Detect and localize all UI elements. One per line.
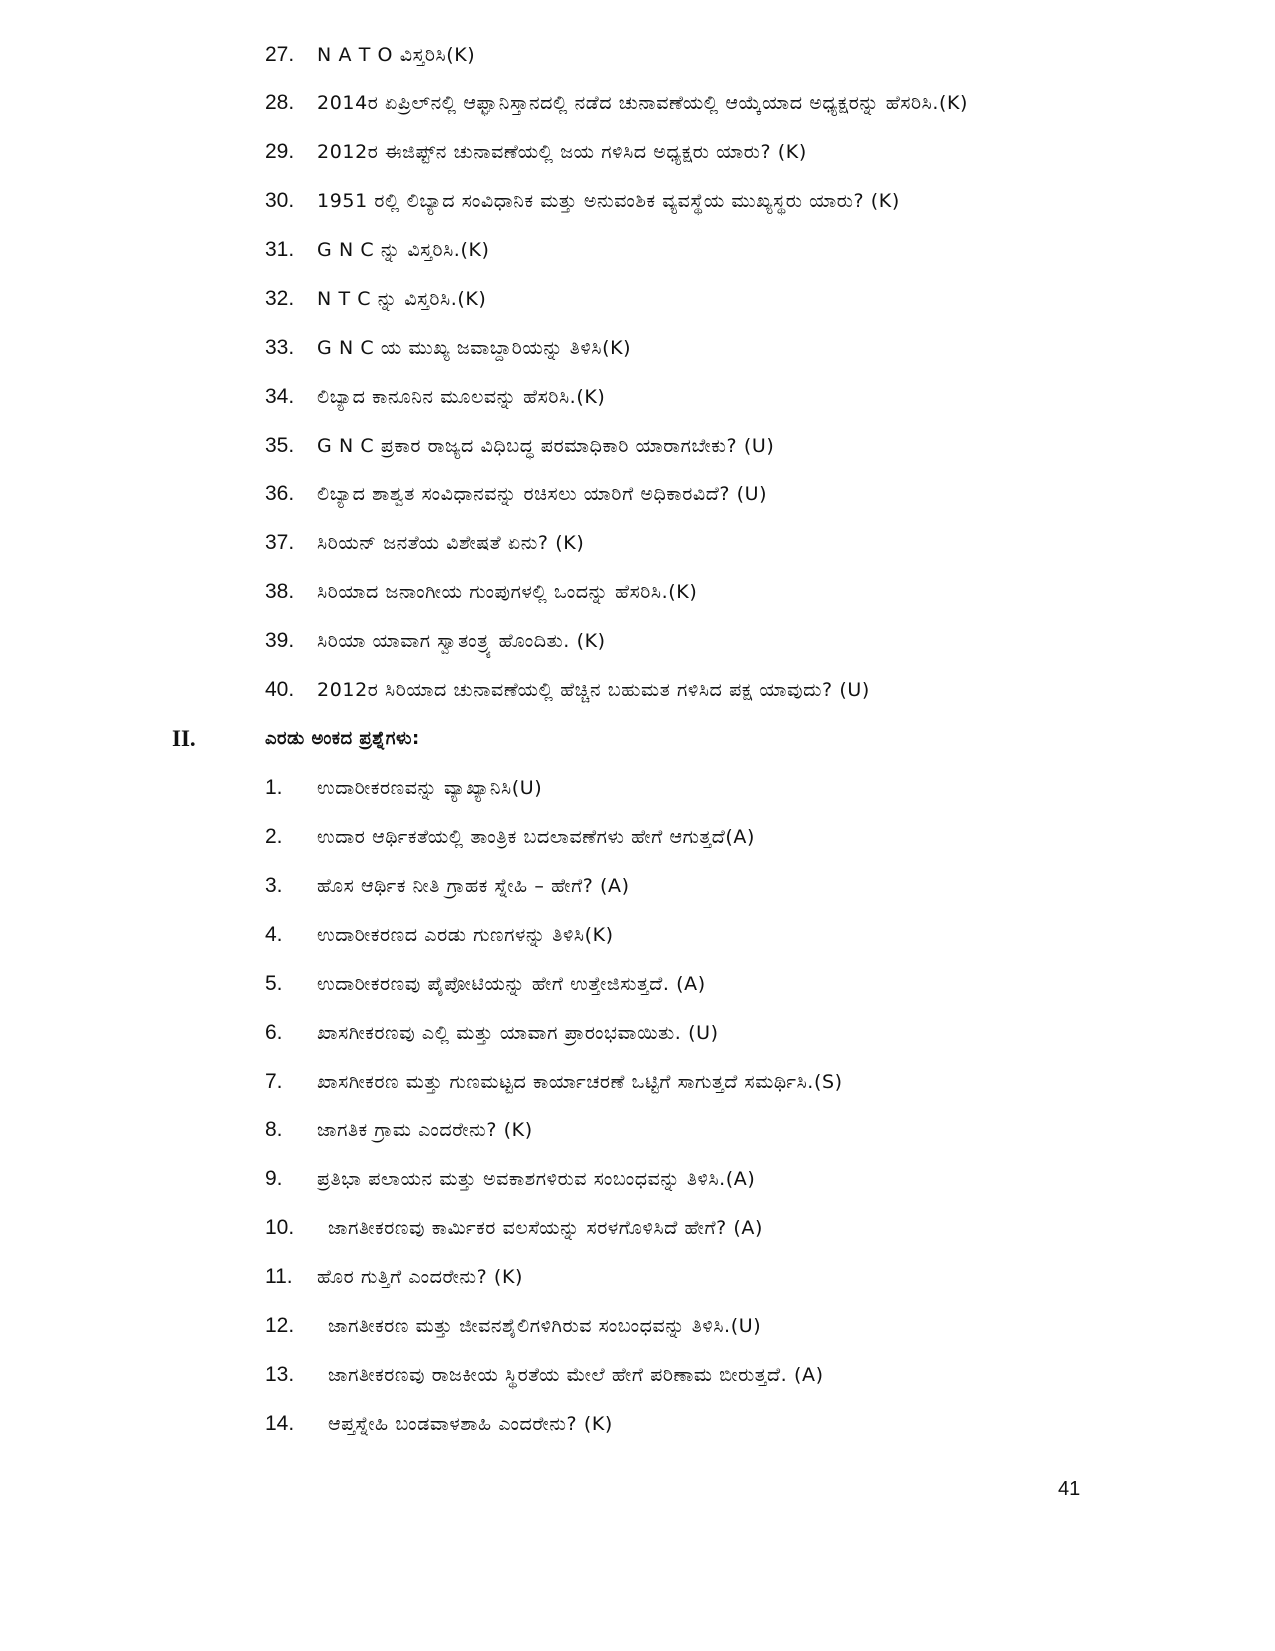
question-number: 33. bbox=[265, 336, 295, 359]
question-number: 36. bbox=[265, 482, 295, 505]
question-number: 27. bbox=[265, 43, 295, 66]
question-number: 5. bbox=[265, 972, 283, 995]
question-text: N A T O ವಿಸ್ತರಿಸಿ(K) bbox=[317, 44, 476, 66]
question-text: ಸಿರಿಯನ್ ಜನತೆಯ ವಿಶೇಷತೆ ಏನು? (K) bbox=[317, 532, 585, 554]
question-number: 31. bbox=[265, 238, 295, 261]
question-text: ಜಾಗತೀಕರಣ ಮತ್ತು ಜೀವನಶೈಲಿಗಳಿಗಿರುವ ಸಂಬಂಧವನ್ನು ತಿಳಿಸಿ.(U) bbox=[328, 1315, 762, 1337]
question-text: ಸಿರಿಯಾದ ಜನಾಂಗೀಯ ಗುಂಪುಗಳಲ್ಲಿ ಒಂದನ್ನು ಹೆಸರಿಸಿ.(K) bbox=[317, 581, 698, 603]
question-number: 1. bbox=[265, 776, 283, 799]
question-number: 39. bbox=[265, 629, 295, 652]
question-number: 3. bbox=[265, 874, 283, 897]
question-text: ಹೊರ ಗುತ್ತಿಗೆ ಎಂದರೇನು? (K) bbox=[317, 1266, 524, 1288]
question-text: 1951 ರಲ್ಲಿ ಲಿಬ್ಯಾದ ಸಂವಿಧಾನಿಕ ಮತ್ತು ಅನುವಂಶಿಕ ವ್ಯವಸ್ಥೆಯ ಮುಖ್ಯಸ್ಥರು ಯಾರು? (K) bbox=[317, 190, 900, 212]
question-number: 12. bbox=[265, 1314, 295, 1337]
question-text: G N C ನ್ನು ವಿಸ್ತರಿಸಿ.(K) bbox=[317, 239, 490, 261]
question-text: ಪ್ರತಿಭಾ ಪಲಾಯನ ಮತ್ತು ಅವಕಾಶಗಳಿರುವ ಸಂಬಂಧವನ್ನು ತಿಳಿಸಿ.(A) bbox=[317, 1168, 756, 1190]
section-title: ಎರಡು ಅಂಕದ ಪ್ರಶ್ನೆಗಳು: bbox=[265, 728, 420, 749]
question-number: 32. bbox=[265, 287, 295, 310]
question-text: G N C ಯ ಮುಖ್ಯ ಜವಾಬ್ದಾರಿಯನ್ನು ತಿಳಿಸಿ(K) bbox=[317, 337, 632, 359]
question-number: 29. bbox=[265, 140, 295, 163]
question-number: 28. bbox=[265, 91, 295, 114]
page-number: 41 bbox=[1058, 1478, 1081, 1500]
question-number: 11. bbox=[265, 1265, 293, 1288]
question-number: 7. bbox=[265, 1070, 283, 1093]
question-number: 9. bbox=[265, 1167, 283, 1190]
question-number: 8. bbox=[265, 1118, 283, 1141]
question-text: ಹೊಸ ಆರ್ಥಿಕ ನೀತಿ ಗ್ರಾಹಕ ಸ್ನೇಹಿ – ಹೇಗೆ? (A) bbox=[317, 875, 630, 897]
question-number: 30. bbox=[265, 189, 295, 212]
question-text: ಆಪ್ತಸ್ನೇಹಿ ಬಂಡವಾಳಶಾಹಿ ಎಂದರೇನು? (K) bbox=[328, 1413, 613, 1435]
question-text: ಸಿರಿಯಾ ಯಾವಾಗ ಸ್ವಾತಂತ್ರ್ಯ ಹೊಂದಿತು. (K) bbox=[317, 630, 606, 652]
section-number: II. bbox=[172, 726, 196, 751]
question-number: 6. bbox=[265, 1021, 283, 1044]
question-number: 14. bbox=[265, 1412, 295, 1435]
question-text: 2012ರ ಈಜಿಪ್ಟ್‌ನ ಚುನಾವಣೆಯಲ್ಲಿ ಜಯ ಗಳಿಸಿದ ಅಧ್ಯಕ್ಷರು ಯಾರು? (K) bbox=[317, 141, 807, 163]
question-text: ಉದಾರ ಆರ್ಥಿಕತೆಯಲ್ಲಿ ತಾಂತ್ರಿಕ ಬದಲಾವಣೆಗಳು ಹೇಗೆ ಆಗುತ್ತದೆ(A) bbox=[317, 826, 756, 848]
question-text: ಉದಾರೀಕರಣವನ್ನು ವ್ಯಾಖ್ಯಾನಿಸಿ(U) bbox=[317, 777, 543, 799]
question-number: 4. bbox=[265, 923, 283, 946]
question-number: 2. bbox=[265, 825, 283, 848]
question-text: ಖಾಸಗೀಕರಣವು ಎಲ್ಲಿ ಮತ್ತು ಯಾವಾಗ ಪ್ರಾರಂಭವಾಯಿತು. (U) bbox=[317, 1022, 719, 1044]
question-text: ಉದಾರೀಕರಣವು ಪೈಪೋಟಿಯನ್ನು ಹೇಗೆ ಉತ್ತೇಜಿಸುತ್ತದೆ. (A) bbox=[317, 973, 706, 995]
question-number: 35. bbox=[265, 434, 295, 457]
question-number: 34. bbox=[265, 385, 295, 408]
question-text: G N C ಪ್ರಕಾರ ರಾಜ್ಯದ ವಿಧಿಬದ್ಧ ಪರಮಾಧಿಕಾರಿ ಯಾರಾಗಬೇಕು? (U) bbox=[317, 435, 775, 457]
question-number: 13. bbox=[265, 1363, 295, 1386]
question-text: ಉದಾರೀಕರಣದ ಎರಡು ಗುಣಗಳನ್ನು ತಿಳಿಸಿ(K) bbox=[317, 924, 614, 946]
question-text: ಜಾಗತೀಕರಣವು ಕಾರ್ಮಿಕರ ವಲಸೆಯನ್ನು ಸರಳಗೊಳಿಸಿದೆ ಹೇಗೆ? (A) bbox=[328, 1217, 764, 1239]
question-text: 2012ರ ಸಿರಿಯಾದ ಚುನಾವಣೆಯಲ್ಲಿ ಹೆಚ್ಚಿನ ಬಹುಮತ ಗಳಿಸಿದ ಪಕ್ಷ ಯಾವುದು? (U) bbox=[317, 679, 870, 701]
question-number: 10. bbox=[265, 1216, 295, 1239]
question-text: ಲಿಬ್ಯಾದ ಕಾನೂನಿನ ಮೂಲವನ್ನು ಹೆಸರಿಸಿ.(K) bbox=[317, 386, 606, 408]
question-text: N T C ನ್ನು ವಿಸ್ತರಿಸಿ.(K) bbox=[317, 288, 487, 310]
question-text: ಖಾಸಗೀಕರಣ ಮತ್ತು ಗುಣಮಟ್ಟದ ಕಾರ್ಯಾಚರಣೆ ಒಟ್ಟಿಗೆ ಸಾಗುತ್ತದೆ ಸಮರ್ಥಿಸಿ.(S) bbox=[317, 1071, 843, 1093]
question-text: 2014ರ ಏಪ್ರಿಲ್‌ನಲ್ಲಿ ಆಫ್ಘಾನಿಸ್ತಾನದಲ್ಲಿ ನಡೆದ ಚುನಾವಣೆಯಲ್ಲಿ ಆಯ್ಕೆಯಾದ ಅಧ್ಯಕ್ಷರನ್ನು ಹೆಸರಿಸಿ.(K) bbox=[317, 92, 969, 114]
question-text: ಲಿಬ್ಯಾದ ಶಾಶ್ವತ ಸಂವಿಧಾನವನ್ನು ರಚಿಸಲು ಯಾರಿಗೆ ಅಧಿಕಾರವಿದೆ? (U) bbox=[317, 483, 768, 505]
question-number: 37. bbox=[265, 531, 295, 554]
question-number: 38. bbox=[265, 580, 295, 603]
question-number: 40. bbox=[265, 678, 295, 701]
question-text: ಜಾಗತಿಕ ಗ್ರಾಮ ಎಂದರೇನು? (K) bbox=[317, 1119, 533, 1141]
question-text: ಜಾಗತೀಕರಣವು ರಾಜಕೀಯ ಸ್ಥಿರತೆಯ ಮೇಲೆ ಹೇಗೆ ಪರಿಣಾಮ ಬೀರುತ್ತದೆ. (A) bbox=[328, 1364, 824, 1386]
